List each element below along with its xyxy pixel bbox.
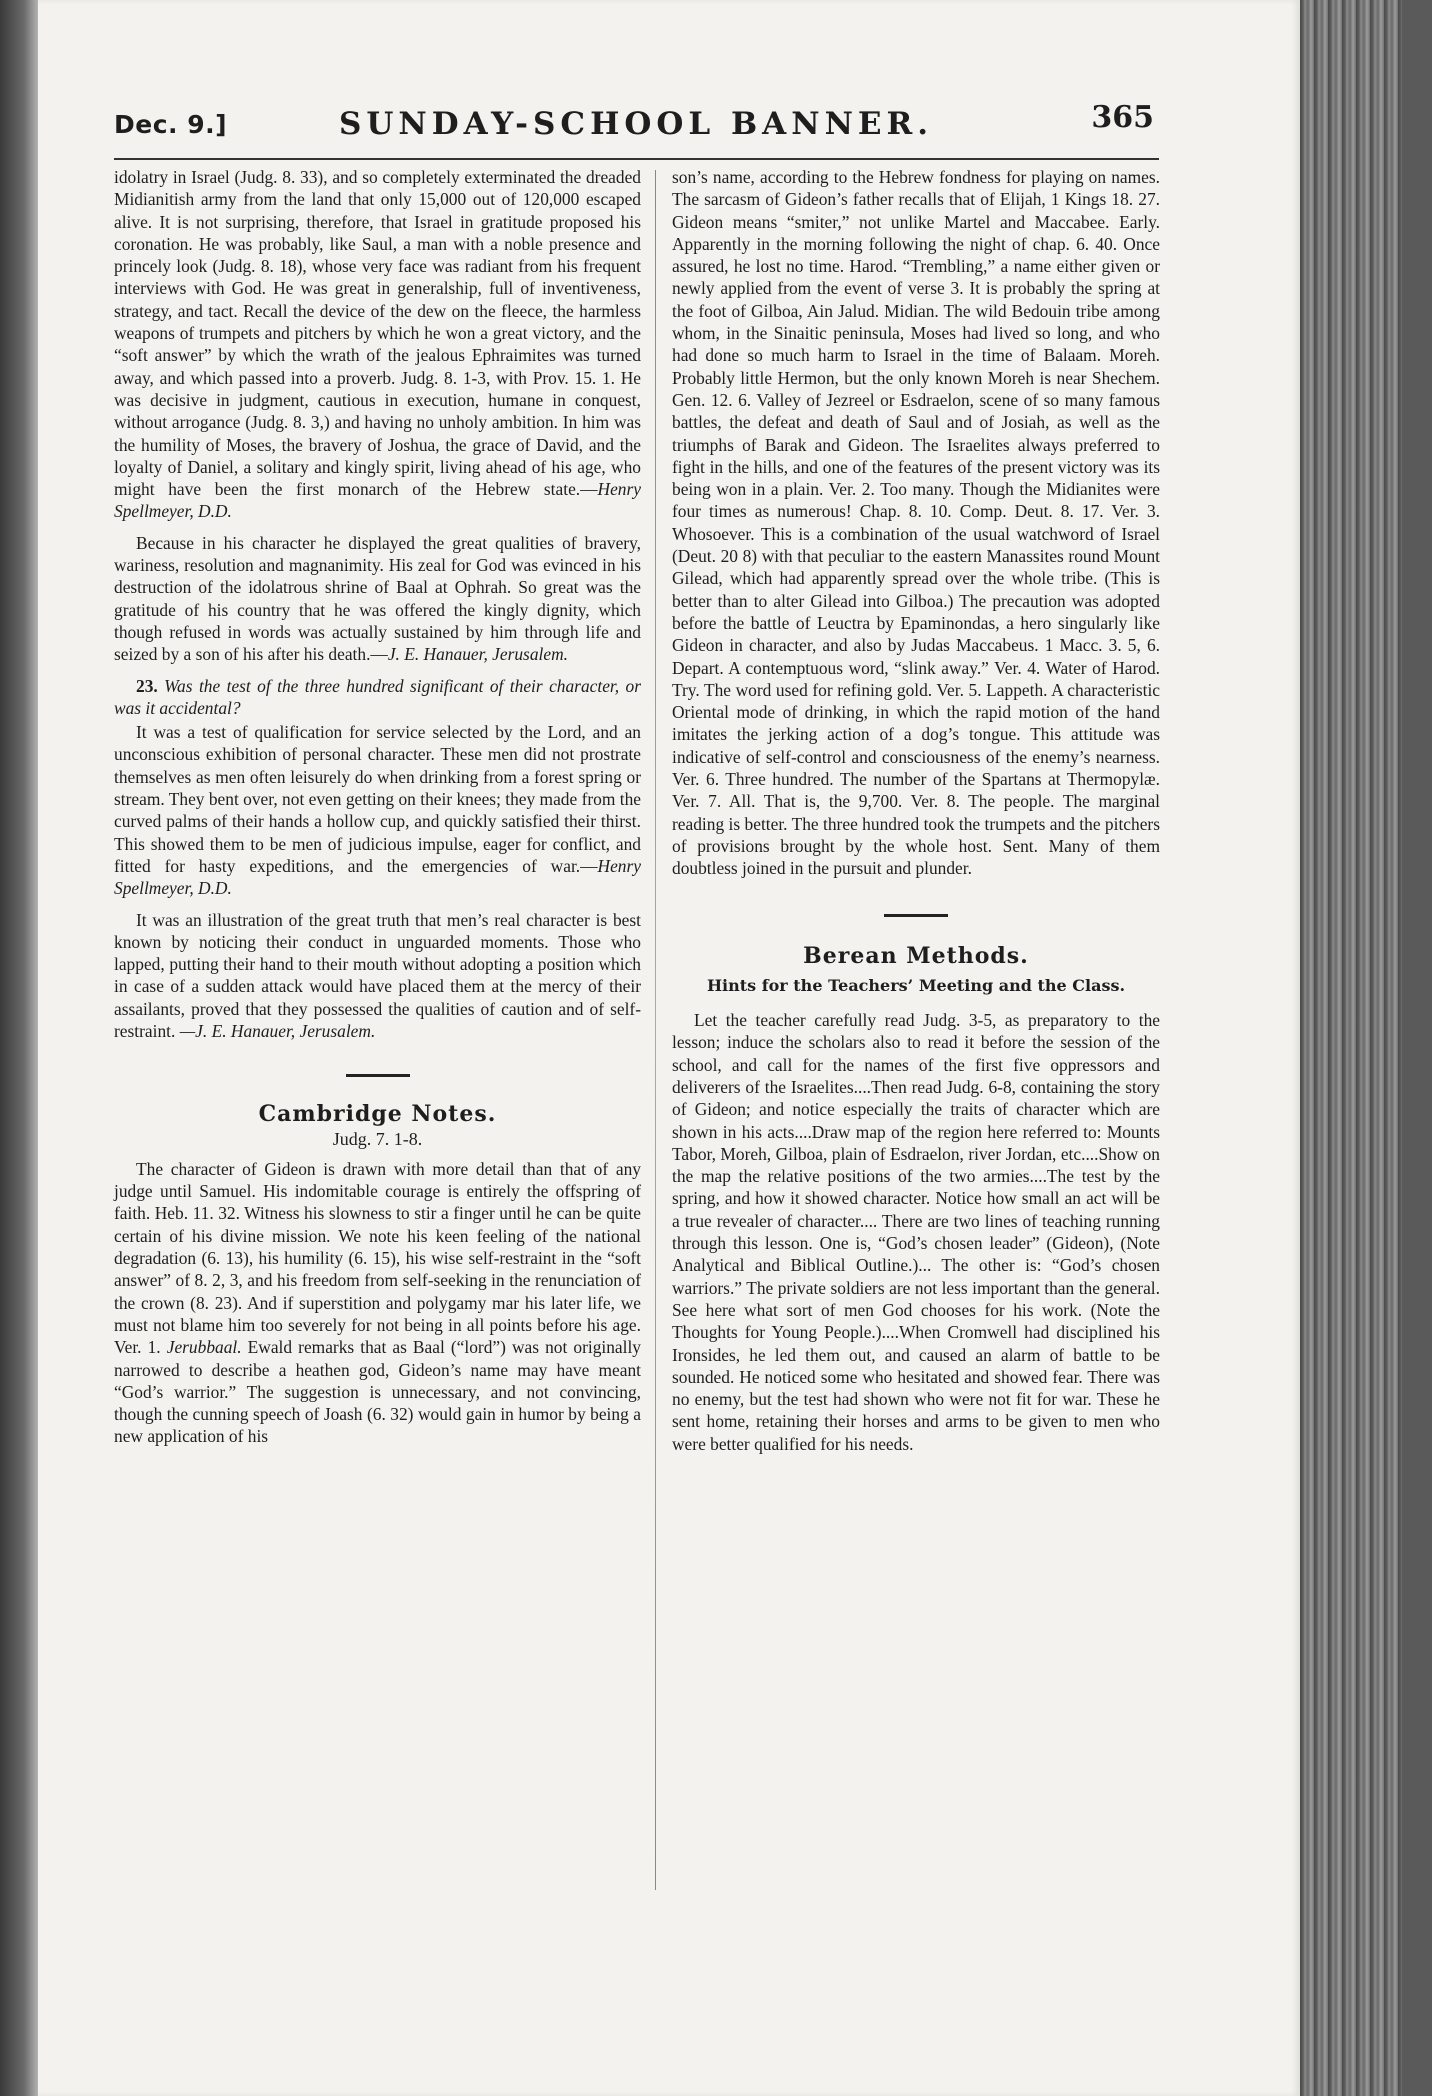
page-stack-edges xyxy=(1300,0,1432,2096)
right-column xyxy=(672,166,1160,1455)
paragraph xyxy=(114,721,641,899)
scripture-reference: Judg. 7. 1-8. xyxy=(332,1128,423,1149)
paragraph-text: idolatry in Israel (Judg. 8. 33), and so completely exterminated the dreaded Midianitish army from the land that only 15,000 out of 120,000 escaped alive. It is not surprising, therefore, that Israel in gratitude proposed his coronation. He was probably, like Saul, a man with a noble presence and princely look (Judg. 8. 18), whose very face was radiant from his frequent interviews with God. He was great in generalship, full of inventiveness, strategy, and tact. Recall the device of the dew on the fleece, the harmless weapons of trumpets and pitchers by which he won a great victory, and the “soft answer” by which the wrath of the jealous Ephraimites was turned away, and which passed into a proverb. Judg. 8. 1-3, with Prov. 15. 1. He was decisive in judgment, cautious in execution, humane in conquest, without arrogance (Judg. 8. 3,) and having no unholy ambition. In him was the humility of Moses, the bravery of Joshua, the grace of David, and the loyalty of Daniel, a solitary and kingly spirit, living ahead of his age, who might have been the first monarch of the Hebrew state.— xyxy=(114,167,641,500)
paragraph xyxy=(114,166,641,523)
paragraph-text: Ewald remarks that as Baal (“lord”) was not originally narrowed to describe a heathen god, Gideon’s name may have meant “God’s warrior.” The suggestion is unnecessary, and not convincing, though the cunning speech of Joash (6. 32) would gain in humor by being a new application of his xyxy=(114,1337,641,1447)
verse-term: Jerubbaal. xyxy=(166,1337,242,1358)
paragraph xyxy=(114,909,641,1043)
author-attribution: Henry Spellmeyer, D.D. xyxy=(114,479,641,522)
section-title-berean-methods: Berean Methods. xyxy=(803,942,1029,969)
paragraph xyxy=(114,532,641,666)
author-attribution: Henry Spellmeyer, D.D. xyxy=(114,855,641,899)
author-attribution: —J. E. Hanauer, Jerusalem. xyxy=(179,1020,376,1041)
publication-title: SUNDAY-SCHOOL BANNER. xyxy=(339,106,934,142)
question-text: Was the test of the three hundred significant of their character, or was it accidental? xyxy=(114,675,641,718)
paragraph-text: The character of Gideon is drawn with more detail than that of any judge until Samuel. His indomitable courage is entirely the offspring of faith. Heb. 11. 32. Witness his slowness to stir a finger until he can be quite certain of his divine mission. We note his keen feeling of the national degradation (6. 13), his humility (6. 15), his wise self-restraint in the “soft answer” of 8. 2, 3, and his freedom from self-seeking in the renunciation of the crown (8. 23). And if superstition and polygamy mar his later life, we must not blame him too severely for not being in all points before his age. Ver. 1. xyxy=(114,1158,641,1358)
question-23 xyxy=(114,675,641,720)
section-divider xyxy=(346,1074,410,1077)
author-attribution: J. E. Hanauer, Jerusalem. xyxy=(387,644,568,665)
paragraph-text: Because in his character he displayed the great qualities of bravery, wariness, resolution and magnanimity. His zeal for God was evinced in his destruction of the idolatrous shrine of Baal at Ophrah. So great was the gratitude of his country that he was offered the kingly dignity, which though refused in words was actually sustained by him through life and seized by a son of his after his death.— xyxy=(114,532,641,665)
column-divider xyxy=(655,170,656,1890)
section-divider xyxy=(884,914,948,917)
left-column xyxy=(114,166,641,1448)
page-number: 365 xyxy=(1091,100,1154,135)
paragraph: Let the teacher carefully read Judg. 3-5, as preparatory to the lesson; induce the scholars also to read it before the session of the school, and call for the names of the first five oppressors and deliverers of the Israelites....Then read Judg. 6-8, containing the story of Gideon; and notice especially the traits of character which are shown in his acts....Draw map of the region here referred to: Mounts Tabor, Moreh, Gilboa, plain of Esdraelon, river Jordan, etc....Show on the map the relative positions of the two armies....The test by the spring, and how it showed character. Notice how small an act will be a true revealer of character.... There are two lines of teaching running through this lesson. One is, “God’s chosen leader” (Gideon), (Note Analytical and Biblical Outline.)... The other is: “God’s chosen warriors.” The private soldiers are not less important than the general. See here what sort of men God chooses for his work. (Note the Thoughts for Young People.)....When Cromwell had disciplined his Ironsides, he led them out, and caused an alarm of battle to be sounded. He noticed some who hesitated and showed fear. There was no enemy, but the test had shown who were not fit for war. These he sent home, retaining their horses and arms to be given to men who were better qualified for his needs. xyxy=(672,1010,1160,1454)
section-title-cambridge-notes: Cambridge Notes. xyxy=(258,1101,497,1128)
paragraph-text: It was a test of qualification for service selected by the Lord, and an unconscious exhibition of personal character. These men did not prostrate themselves as men often leisurely do when drinking from a forest spring or stream. They bent over, not even getting on their knees; they made from the curved palms of their hands a hollow cup, and quickly satisfied their thirst. This showed them to be men of judicious impulse, eager for conflict, and fitted for hasty expeditions, and the emergencies of war.— xyxy=(114,722,641,876)
section-subtitle: Hints for the Teachers’ Meeting and the Class. xyxy=(706,975,1126,995)
paragraph: son’s name, according to the Hebrew fondness for playing on names. The sarcasm of Gideon’s father recalls that of Elijah, 1 Kings 18. 27. Gideon means “smiter,” not unlike Martel and Maccabee. Early. Apparently in the morning following the night of chap. 6. 40. Once assured, he lost no time. Harod. “Trembling,” a name either given or newly applied from the event of verse 3. It is probably the spring at the foot of Gilboa, Ain Jalud. Midian. The wild Bedouin tribe among whom, in the Sinaitic peninsula, Moses had lived so long, and who had done so much harm to Israel in the time of Balaam. Moreh. Probably little Hermon, but the only known Moreh is near Shechem. Gen. 12. 6. Valley of Jezreel or Esdraelon, scene of so many famous battles, the defeat and death of Saul and of Josiah, as well as the triumphs of Barak and Gideon. The Israelites always preferred to fight in the hills, and one of the features of the present victory was its being won in a plain. Ver. 2. Too many. Though the Midianites were four times as numerous! Chap. 8. 10. Comp. Deut. 8. 17. Ver. 3. Whosoever. This is a combination of the usual watchword of Israel (Deut. 20 8) with that peculiar to the eastern Manassites round Mount Gilead, which had apparently spread over the whole tribe. (This is better than to alter Gilead into Gilboa.) The precaution was adopted before the battle of Leuctra by Epaminondas, a hero singularly like Gideon in character, and also by Judas Maccabeus. 1 Macc. 3. 5, 6. Depart. A contemptuous word, “slink away.” Ver. 4. Water of Harod. Try. The word used for refining gold. Ver. 5. Lappeth. A characteristic Oriental mode of drinking, in which the rapid motion of the hand imitates the jerking action of a dog’s tongue. This attitude was indicative of self-control and consciousness of the enemy’s nearness. Ver. 6. Three hundred. The number of the Spartans at Thermopylæ. Ver. 7. All. That is, the 9,700. Ver. 8. The people. The marginal reading is better. The three hundred took the trumpets and the pitchers of provisions brought by the whole host. Sent. Many of them doubtless joined in the pursuit and plunder. xyxy=(672,167,1160,879)
scan-left-edge xyxy=(0,0,40,2096)
header-rule xyxy=(114,158,1159,160)
paragraph xyxy=(114,1158,641,1448)
question-number: 23. xyxy=(136,675,158,696)
running-head xyxy=(114,100,1154,150)
paragraph-text: It was an illustration of the great truth that men’s real character is best known by noticing their conduct in unguarded moments. Those who lapped, putting their hand to their mouth without adopting a position which in case of a sudden attack would have placed them at the mercy of their assailants, proved that they possessed the qualities of caution and of self-restraint. xyxy=(114,909,641,1041)
issue-date: Dec. 9.] xyxy=(114,110,228,139)
